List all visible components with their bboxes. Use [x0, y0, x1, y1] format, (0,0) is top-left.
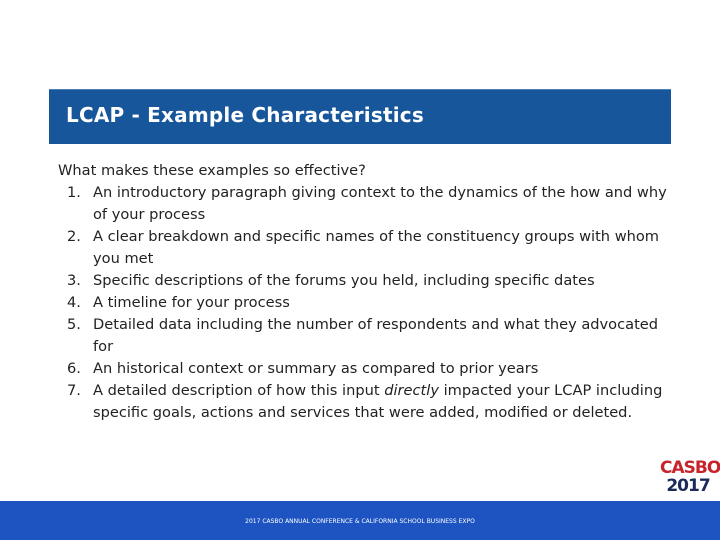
list-item-number: 1.: [67, 184, 81, 201]
list-item-number: 5.: [67, 316, 81, 333]
list-item-text: Detailed data including the number of respondents and what they advocated for: [93, 316, 659, 355]
intro-question: What makes these examples so effective?: [58, 162, 366, 179]
logo-year-text: 2017: [666, 476, 710, 496]
list-item-number: 7.: [67, 382, 81, 399]
list-item-emphasis: directly: [384, 382, 439, 399]
list-item-text: A timeline for your process: [93, 294, 290, 311]
list-item-number: 6.: [67, 360, 81, 377]
slide-title: LCAP - Example Characteristics: [66, 103, 424, 127]
list-item-text: Specific descriptions of the forums you held, including specific dates: [93, 272, 595, 289]
list-item: [58, 226, 668, 270]
list-item-number: 2.: [67, 228, 81, 245]
list-item-text: A clear breakdown and specific names of the constituency groups with whom you met: [93, 228, 660, 267]
characteristics-list: [58, 182, 668, 424]
casbo-2017-logo: [660, 458, 720, 498]
list-item: [58, 380, 668, 424]
list-item: [58, 358, 668, 380]
list-item-text-after: impacted your LCAP including specific goals, actions and services that were added, modified or deleted.: [93, 382, 663, 421]
list-item-text: An historical context or summary as compared to prior years: [93, 360, 539, 377]
list-item-text-before: A detailed description of how this input: [93, 382, 385, 399]
list-item: [58, 314, 668, 358]
logo-casbo-text: CASBO: [660, 458, 720, 478]
slide-content: [58, 160, 668, 424]
list-item-number: 4.: [67, 294, 81, 311]
list-item: [58, 270, 668, 292]
list-item: [58, 182, 668, 226]
list-item: [58, 292, 668, 314]
list-item-text: An introductory paragraph giving context to the dynamics of the how and why of your process: [93, 184, 667, 223]
footer-bar: [0, 501, 720, 540]
list-item-number: 3.: [67, 272, 81, 289]
title-bar: [49, 89, 671, 144]
footer-text: 2017 CASBO ANNUAL CONFERENCE & CALIFORNIA SCHOOL BUSINESS EXPO: [245, 518, 475, 525]
